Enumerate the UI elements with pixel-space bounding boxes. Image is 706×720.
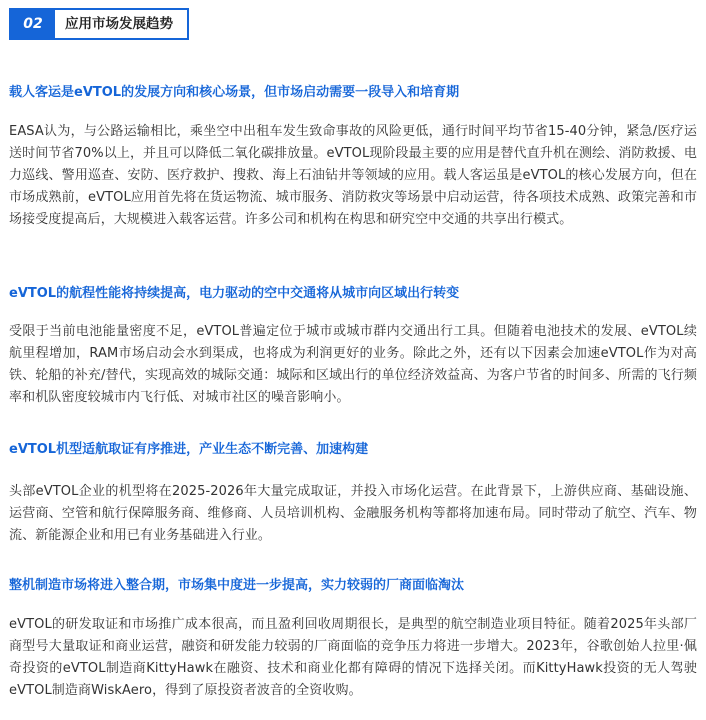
block-heading: 整机制造市场将进入整合期，市场集中度进一步提高，实力较弱的厂商面临淘汰 [9, 578, 465, 593]
section-number: 02 [11, 10, 55, 38]
section-header [9, 8, 189, 40]
block-paragraph: EASA认为，与公路运输相比，乘坐空中出租车发生致命事故的风险更低，通行时间平均节省15-40分钟，紧急/医疗运送时间节省70%以上，并且可以降低二氧化碳排放量。eVTOL现阶段最主要的应用是替代直升机在测绘、消防救援、电力巡线、警用巡查、安防、医疗救护、搜救、海上石油钻井等领域的应用。载人客运虽是eVTOL的核心发展方向，但在市场成熟前，eVTOL应用首先将在货运物流、城市服务、消防救灾等场景中启动运营，待各项技术成熟、政策完善和市场接受度提高后，大规模进入载客运营。许多公司和机构在构思和研究空中交通的共享出行模式。 [9, 124, 697, 227]
block-paragraph: 受限于当前电池能量密度不足，eVTOL普遍定位于城市或城市群内交通出行工具。但随着电池技术的发展、eVTOL续航里程增加，RAM市场启动会水到渠成，也将成为利润更好的业务。除此之外，还有以下因素会加速eVTOL作为对高铁、轮船的补充/替代，实现高效的城际交通：城际和区域出行的单位经济效益高、为客户节省的时间多、所需的飞行频率和机队密度较城市内飞行低、对城市社区的噪音影响小。 [9, 324, 697, 405]
block-heading: 载人客运是eVTOL的发展方向和核心场景，但市场启动需要一段导入和培育期 [9, 85, 460, 100]
block-heading: eVTOL机型适航取证有序推进，产业生态不断完善、加速构建 [9, 442, 369, 457]
block-paragraph: 头部eVTOL企业的机型将在2025-2026年大量完成取证，并投入市场化运营。在此背景下，上游供应商、基础设施、运营商、空管和航行保障服务商、维修商、人员培训机构、金融服务机构等都将加速布局。同时带动了航空、汽车、物流、新能源企业和用已有业务基础进入行业。 [9, 484, 697, 543]
section-title: 应用市场发展趋势 [65, 16, 173, 32]
block-heading: eVTOL的航程性能将持续提高，电力驱动的空中交通将从城市向区域出行转变 [9, 286, 460, 301]
block-paragraph: eVTOL的研发取证和市场推广成本很高，而且盈利回收周期很长，是典型的航空制造业项目特征。随着2025年头部厂商型号大量取证和商业运营，融资和研发能力较弱的厂商面临的竞争压力将进一步增大。2023年，谷歌创始人拉里·佩奇投资的eVTOL制造商KittyHawk在融资、技术和商业化都有障碍的情况下选择关闭。而KittyHawk投资的无人驾驶eVTOL制造商WiskAero，得到了原投资者波音的全资收购。 [9, 617, 697, 698]
